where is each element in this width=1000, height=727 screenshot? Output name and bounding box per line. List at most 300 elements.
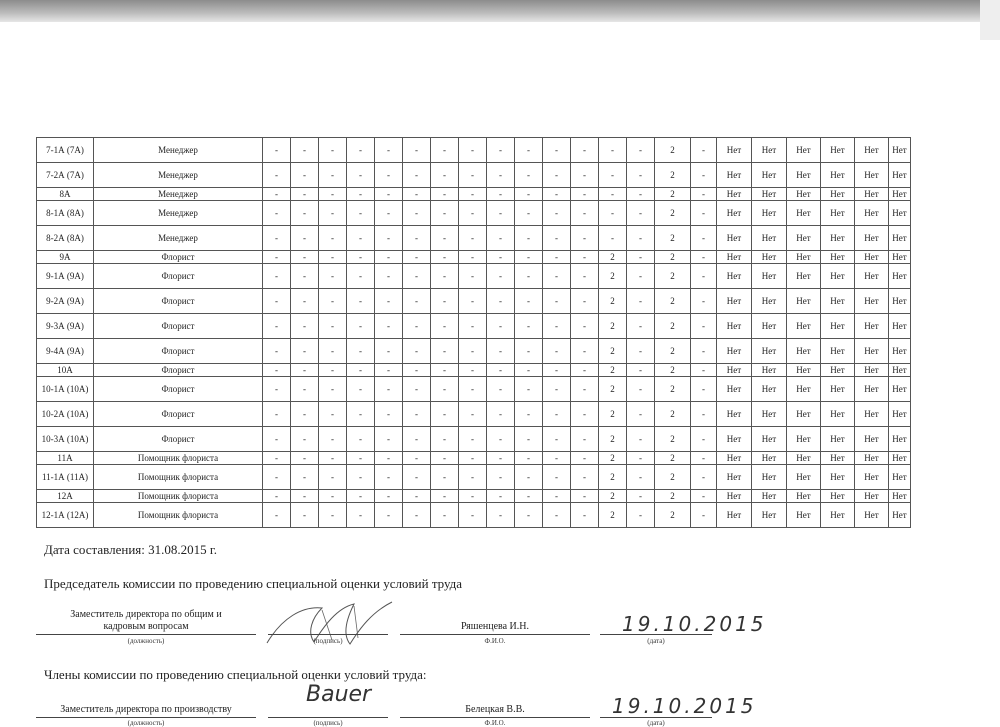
table-cell: -: [691, 163, 717, 188]
table-cell: 2: [599, 289, 627, 314]
table-cell: Нет: [787, 465, 821, 490]
table-cell: Нет: [787, 314, 821, 339]
table-cell: -: [571, 364, 599, 377]
table-cell: -: [319, 201, 347, 226]
table-cell: Нет: [889, 314, 911, 339]
table-cell: -: [263, 503, 291, 528]
table-cell: -: [403, 364, 431, 377]
table-cell: -: [487, 452, 515, 465]
table-cell: 2: [655, 138, 691, 163]
table-cell: Нет: [787, 339, 821, 364]
table-cell: Нет: [889, 427, 911, 452]
table-cell: -: [319, 339, 347, 364]
table-cell: -: [319, 138, 347, 163]
table-cell: Нет: [889, 452, 911, 465]
table-cell: -: [543, 251, 571, 264]
table-cell: Нет: [855, 289, 889, 314]
table-cell: -: [403, 503, 431, 528]
table-cell: Нет: [787, 427, 821, 452]
table-cell: -: [263, 452, 291, 465]
table-cell: 2: [655, 188, 691, 201]
table-cell: -: [599, 163, 627, 188]
table-cell: -: [543, 339, 571, 364]
table-cell: Нет: [889, 201, 911, 226]
table-cell: -: [347, 188, 375, 201]
table-cell: Нет: [821, 377, 855, 402]
table-cell: -: [319, 188, 347, 201]
table-cell: -: [627, 251, 655, 264]
table-cell: Нет: [855, 188, 889, 201]
table-cell: Нет: [752, 264, 787, 289]
table-cell: -: [347, 402, 375, 427]
table-cell: Нет: [787, 490, 821, 503]
table-cell: -: [487, 402, 515, 427]
table-cell: -: [571, 503, 599, 528]
table-cell: -: [347, 201, 375, 226]
table-cell: -: [319, 402, 347, 427]
table-cell: 2: [655, 402, 691, 427]
table-cell: -: [319, 364, 347, 377]
table-cell: -: [375, 427, 403, 452]
member1-position: Заместитель директора по производству: [60, 704, 232, 715]
table-cell: -: [459, 226, 487, 251]
table-cell: Нет: [855, 364, 889, 377]
table-cell: Нет: [787, 201, 821, 226]
table-cell: -: [571, 226, 599, 251]
workplace-code: 10А: [37, 364, 94, 377]
table-cell: Нет: [717, 402, 752, 427]
table-cell: Нет: [889, 188, 911, 201]
table-cell: -: [459, 188, 487, 201]
caption-position: (должность): [127, 637, 165, 645]
table-cell: -: [403, 138, 431, 163]
table-cell: -: [543, 364, 571, 377]
table-cell: -: [431, 289, 459, 314]
table-cell: Нет: [717, 138, 752, 163]
workplace-code: 9-1А (9А): [37, 264, 94, 289]
table-cell: -: [515, 465, 543, 490]
table-cell: Нет: [855, 490, 889, 503]
table-cell: -: [291, 188, 319, 201]
table-cell: -: [515, 226, 543, 251]
table-cell: -: [487, 201, 515, 226]
table-cell: Нет: [752, 188, 787, 201]
table-cell: -: [459, 427, 487, 452]
table-cell: 2: [655, 201, 691, 226]
table-cell: -: [431, 138, 459, 163]
table-cell: -: [431, 163, 459, 188]
table-cell: -: [347, 289, 375, 314]
table-cell: -: [487, 138, 515, 163]
table-row: [37, 251, 911, 264]
table-cell: 2: [655, 465, 691, 490]
table-cell: 2: [655, 377, 691, 402]
table-cell: Нет: [821, 465, 855, 490]
table-cell: -: [319, 163, 347, 188]
table-cell: Нет: [717, 503, 752, 528]
workplace-code: 10-1А (10А): [37, 377, 94, 402]
job-title: Менеджер: [94, 226, 263, 251]
workplace-code: 11-1А (11А): [37, 465, 94, 490]
table-cell: Нет: [889, 226, 911, 251]
table-cell: -: [487, 503, 515, 528]
table-cell: Нет: [855, 226, 889, 251]
table-cell: Нет: [717, 188, 752, 201]
table-row: [37, 377, 911, 402]
table-cell: -: [263, 402, 291, 427]
job-title: Менеджер: [94, 188, 263, 201]
table-cell: -: [515, 377, 543, 402]
table-cell: -: [263, 339, 291, 364]
table-cell: -: [319, 377, 347, 402]
table-cell: -: [291, 465, 319, 490]
table-cell: -: [347, 377, 375, 402]
table-cell: -: [515, 138, 543, 163]
table-row: [37, 402, 911, 427]
table-cell: Нет: [821, 201, 855, 226]
table-row: [37, 264, 911, 289]
table-cell: Нет: [821, 364, 855, 377]
table-cell: -: [627, 314, 655, 339]
table-cell: -: [319, 264, 347, 289]
caption-fio: Ф.И.О.: [484, 637, 506, 645]
job-title: Менеджер: [94, 163, 263, 188]
table-cell: -: [347, 251, 375, 264]
table-cell: -: [627, 289, 655, 314]
table-cell: -: [571, 339, 599, 364]
table-cell: -: [487, 364, 515, 377]
table-cell: Нет: [889, 465, 911, 490]
table-row: [37, 226, 911, 251]
table-cell: -: [543, 201, 571, 226]
job-title: Флорист: [94, 427, 263, 452]
table-cell: -: [627, 377, 655, 402]
table-cell: -: [543, 427, 571, 452]
table-cell: 2: [599, 251, 627, 264]
table-cell: Нет: [855, 503, 889, 528]
table-cell: -: [515, 427, 543, 452]
table-cell: 2: [599, 427, 627, 452]
table-cell: -: [291, 163, 319, 188]
table-cell: -: [291, 402, 319, 427]
table-cell: -: [487, 490, 515, 503]
table-cell: -: [347, 364, 375, 377]
table-cell: 2: [655, 427, 691, 452]
table-cell: Нет: [787, 264, 821, 289]
table-cell: -: [627, 138, 655, 163]
workplace-code: 9-3А (9А): [37, 314, 94, 339]
table-row: [37, 314, 911, 339]
table-cell: -: [291, 503, 319, 528]
table-cell: Нет: [855, 402, 889, 427]
table-cell: Нет: [787, 289, 821, 314]
table-cell: -: [291, 289, 319, 314]
table-cell: -: [319, 452, 347, 465]
table-cell: -: [459, 452, 487, 465]
table-cell: -: [543, 188, 571, 201]
table-cell: Нет: [752, 138, 787, 163]
table-cell: -: [515, 188, 543, 201]
table-cell: -: [515, 314, 543, 339]
table-cell: Нет: [717, 377, 752, 402]
table-cell: -: [291, 264, 319, 289]
table-cell: 2: [599, 264, 627, 289]
table-cell: -: [263, 490, 291, 503]
table-cell: Нет: [821, 138, 855, 163]
table-cell: -: [515, 201, 543, 226]
table-cell: -: [459, 138, 487, 163]
table-cell: -: [691, 201, 717, 226]
table-cell: -: [571, 201, 599, 226]
caption-signature: (подпись): [313, 637, 343, 645]
table-cell: Нет: [787, 163, 821, 188]
table-cell: 2: [655, 339, 691, 364]
table-cell: -: [375, 465, 403, 490]
table-cell: -: [291, 377, 319, 402]
table-cell: 2: [599, 490, 627, 503]
table-cell: -: [403, 314, 431, 339]
table-cell: -: [403, 402, 431, 427]
workplace-code: 7-1А (7А): [37, 138, 94, 163]
workplace-code: 11А: [37, 452, 94, 465]
table-cell: -: [347, 465, 375, 490]
table-cell: -: [375, 226, 403, 251]
table-cell: -: [263, 377, 291, 402]
table-cell: -: [403, 427, 431, 452]
table-cell: -: [627, 163, 655, 188]
table-cell: Нет: [752, 289, 787, 314]
job-title: Флорист: [94, 402, 263, 427]
table-cell: Нет: [821, 314, 855, 339]
table-cell: Нет: [787, 188, 821, 201]
table-cell: -: [291, 226, 319, 251]
table-cell: -: [571, 402, 599, 427]
table-cell: -: [691, 314, 717, 339]
table-cell: Нет: [787, 226, 821, 251]
table-cell: -: [459, 339, 487, 364]
caption-date: (дата): [647, 637, 665, 645]
table-cell: -: [291, 314, 319, 339]
table-cell: Нет: [855, 264, 889, 289]
table-cell: -: [403, 465, 431, 490]
table-cell: 2: [599, 364, 627, 377]
job-title: Флорист: [94, 289, 263, 314]
chairman-name: Ряшенцева И.Н.: [460, 621, 530, 632]
member-caption-date: (дата): [647, 719, 665, 727]
table-cell: -: [319, 465, 347, 490]
member-caption-fio: Ф.И.О.: [484, 719, 506, 727]
table-cell: Нет: [889, 402, 911, 427]
table-row: [37, 490, 911, 503]
table-cell: -: [691, 427, 717, 452]
table-cell: -: [291, 138, 319, 163]
table-cell: -: [319, 490, 347, 503]
table-cell: 2: [655, 251, 691, 264]
table-cell: -: [571, 490, 599, 503]
table-cell: Нет: [752, 402, 787, 427]
table-cell: -: [375, 251, 403, 264]
scan-edge: [980, 0, 1000, 40]
table-cell: Нет: [717, 264, 752, 289]
table-cell: -: [375, 314, 403, 339]
table-cell: Нет: [889, 264, 911, 289]
table-cell: -: [487, 289, 515, 314]
table-cell: -: [291, 452, 319, 465]
table-cell: -: [543, 138, 571, 163]
table-cell: Нет: [821, 427, 855, 452]
table-cell: -: [627, 339, 655, 364]
table-cell: 2: [655, 364, 691, 377]
table-cell: Нет: [821, 264, 855, 289]
table-cell: -: [319, 314, 347, 339]
table-cell: -: [459, 364, 487, 377]
table-cell: -: [487, 465, 515, 490]
table-cell: 2: [655, 314, 691, 339]
job-title: Помощник флориста: [94, 452, 263, 465]
workplace-code: 7-2А (7А): [37, 163, 94, 188]
table-cell: -: [319, 226, 347, 251]
table-cell: -: [459, 289, 487, 314]
table-cell: -: [627, 264, 655, 289]
table-cell: -: [347, 427, 375, 452]
table-cell: -: [403, 289, 431, 314]
table-cell: -: [627, 364, 655, 377]
table-cell: -: [347, 314, 375, 339]
table-cell: 2: [655, 490, 691, 503]
table-cell: -: [543, 226, 571, 251]
table-row: [37, 138, 911, 163]
table-cell: -: [627, 490, 655, 503]
table-cell: Нет: [752, 314, 787, 339]
table-cell: 2: [599, 314, 627, 339]
table-row: [37, 364, 911, 377]
table-cell: -: [263, 364, 291, 377]
table-cell: -: [487, 251, 515, 264]
table-cell: -: [403, 377, 431, 402]
table-cell: Нет: [889, 364, 911, 377]
table-cell: -: [319, 427, 347, 452]
table-cell: -: [691, 188, 717, 201]
workplace-code: 8-2А (8А): [37, 226, 94, 251]
table-cell: -: [571, 188, 599, 201]
table-cell: -: [263, 188, 291, 201]
table-cell: Нет: [821, 452, 855, 465]
table-cell: 2: [599, 339, 627, 364]
table-cell: -: [375, 264, 403, 289]
table-cell: -: [431, 251, 459, 264]
table-cell: -: [691, 402, 717, 427]
table-cell: -: [347, 339, 375, 364]
table-cell: Нет: [717, 465, 752, 490]
workplace-code: 12-1А (12А): [37, 503, 94, 528]
table-cell: -: [627, 503, 655, 528]
table-cell: Нет: [821, 163, 855, 188]
table-row: [37, 339, 911, 364]
table-cell: -: [431, 264, 459, 289]
table-cell: Нет: [855, 251, 889, 264]
table-cell: 2: [599, 377, 627, 402]
table-cell: Нет: [717, 314, 752, 339]
table-cell: Нет: [752, 465, 787, 490]
workplace-code: 8-1А (8А): [37, 201, 94, 226]
table-row: [37, 289, 911, 314]
scan-top-shadow: [0, 0, 1000, 22]
chairman-heading: Председатель комиссии по проведению специальной оценки условий труда: [44, 576, 463, 591]
workplace-code: 10-2А (10А): [37, 402, 94, 427]
table-row: [37, 465, 911, 490]
table-cell: -: [543, 289, 571, 314]
table-cell: Нет: [717, 427, 752, 452]
table-cell: -: [291, 251, 319, 264]
table-cell: -: [515, 251, 543, 264]
table-cell: -: [459, 377, 487, 402]
table-cell: Нет: [717, 339, 752, 364]
table-cell: -: [691, 339, 717, 364]
table-cell: -: [515, 163, 543, 188]
table-cell: -: [375, 163, 403, 188]
table-cell: -: [263, 465, 291, 490]
table-cell: -: [691, 465, 717, 490]
job-title: Флорист: [94, 264, 263, 289]
workplace-code: 9-2А (9А): [37, 289, 94, 314]
member1-signature: Bauer: [306, 682, 372, 707]
table-cell: -: [515, 402, 543, 427]
table-cell: -: [627, 465, 655, 490]
table-cell: -: [459, 314, 487, 339]
workplace-code: 10-3А (10А): [37, 427, 94, 452]
table-cell: Нет: [855, 377, 889, 402]
table-cell: -: [291, 364, 319, 377]
table-cell: 2: [655, 163, 691, 188]
table-cell: -: [319, 289, 347, 314]
table-cell: -: [691, 377, 717, 402]
table-cell: -: [459, 163, 487, 188]
table-cell: -: [543, 402, 571, 427]
table-cell: -: [543, 490, 571, 503]
table-cell: -: [291, 490, 319, 503]
table-cell: -: [599, 138, 627, 163]
table-cell: Нет: [855, 314, 889, 339]
table-cell: -: [375, 364, 403, 377]
table-cell: -: [403, 339, 431, 364]
table-cell: Нет: [821, 339, 855, 364]
chairman-position-line1: Заместитель директора по общим и: [70, 609, 222, 620]
date-compiled: Дата составления: 31.08.2015 г.: [44, 542, 217, 557]
chairman-date-handwritten: 19.10.2015: [622, 612, 767, 636]
table-cell: -: [263, 201, 291, 226]
table-cell: -: [691, 226, 717, 251]
table-cell: Нет: [889, 503, 911, 528]
table-cell: Нет: [889, 138, 911, 163]
table-cell: Нет: [717, 226, 752, 251]
table-cell: -: [319, 503, 347, 528]
table-cell: -: [543, 452, 571, 465]
job-title: Флорист: [94, 377, 263, 402]
member-caption-position: (должность): [127, 719, 165, 727]
table-cell: -: [599, 188, 627, 201]
table-cell: Нет: [752, 490, 787, 503]
table-cell: -: [627, 427, 655, 452]
job-title: Флорист: [94, 364, 263, 377]
table-cell: -: [431, 339, 459, 364]
table-row: [37, 188, 911, 201]
table-cell: -: [599, 226, 627, 251]
table-cell: -: [571, 452, 599, 465]
table-cell: Нет: [752, 201, 787, 226]
table-cell: -: [691, 264, 717, 289]
table-cell: Нет: [889, 490, 911, 503]
table-cell: -: [431, 188, 459, 201]
